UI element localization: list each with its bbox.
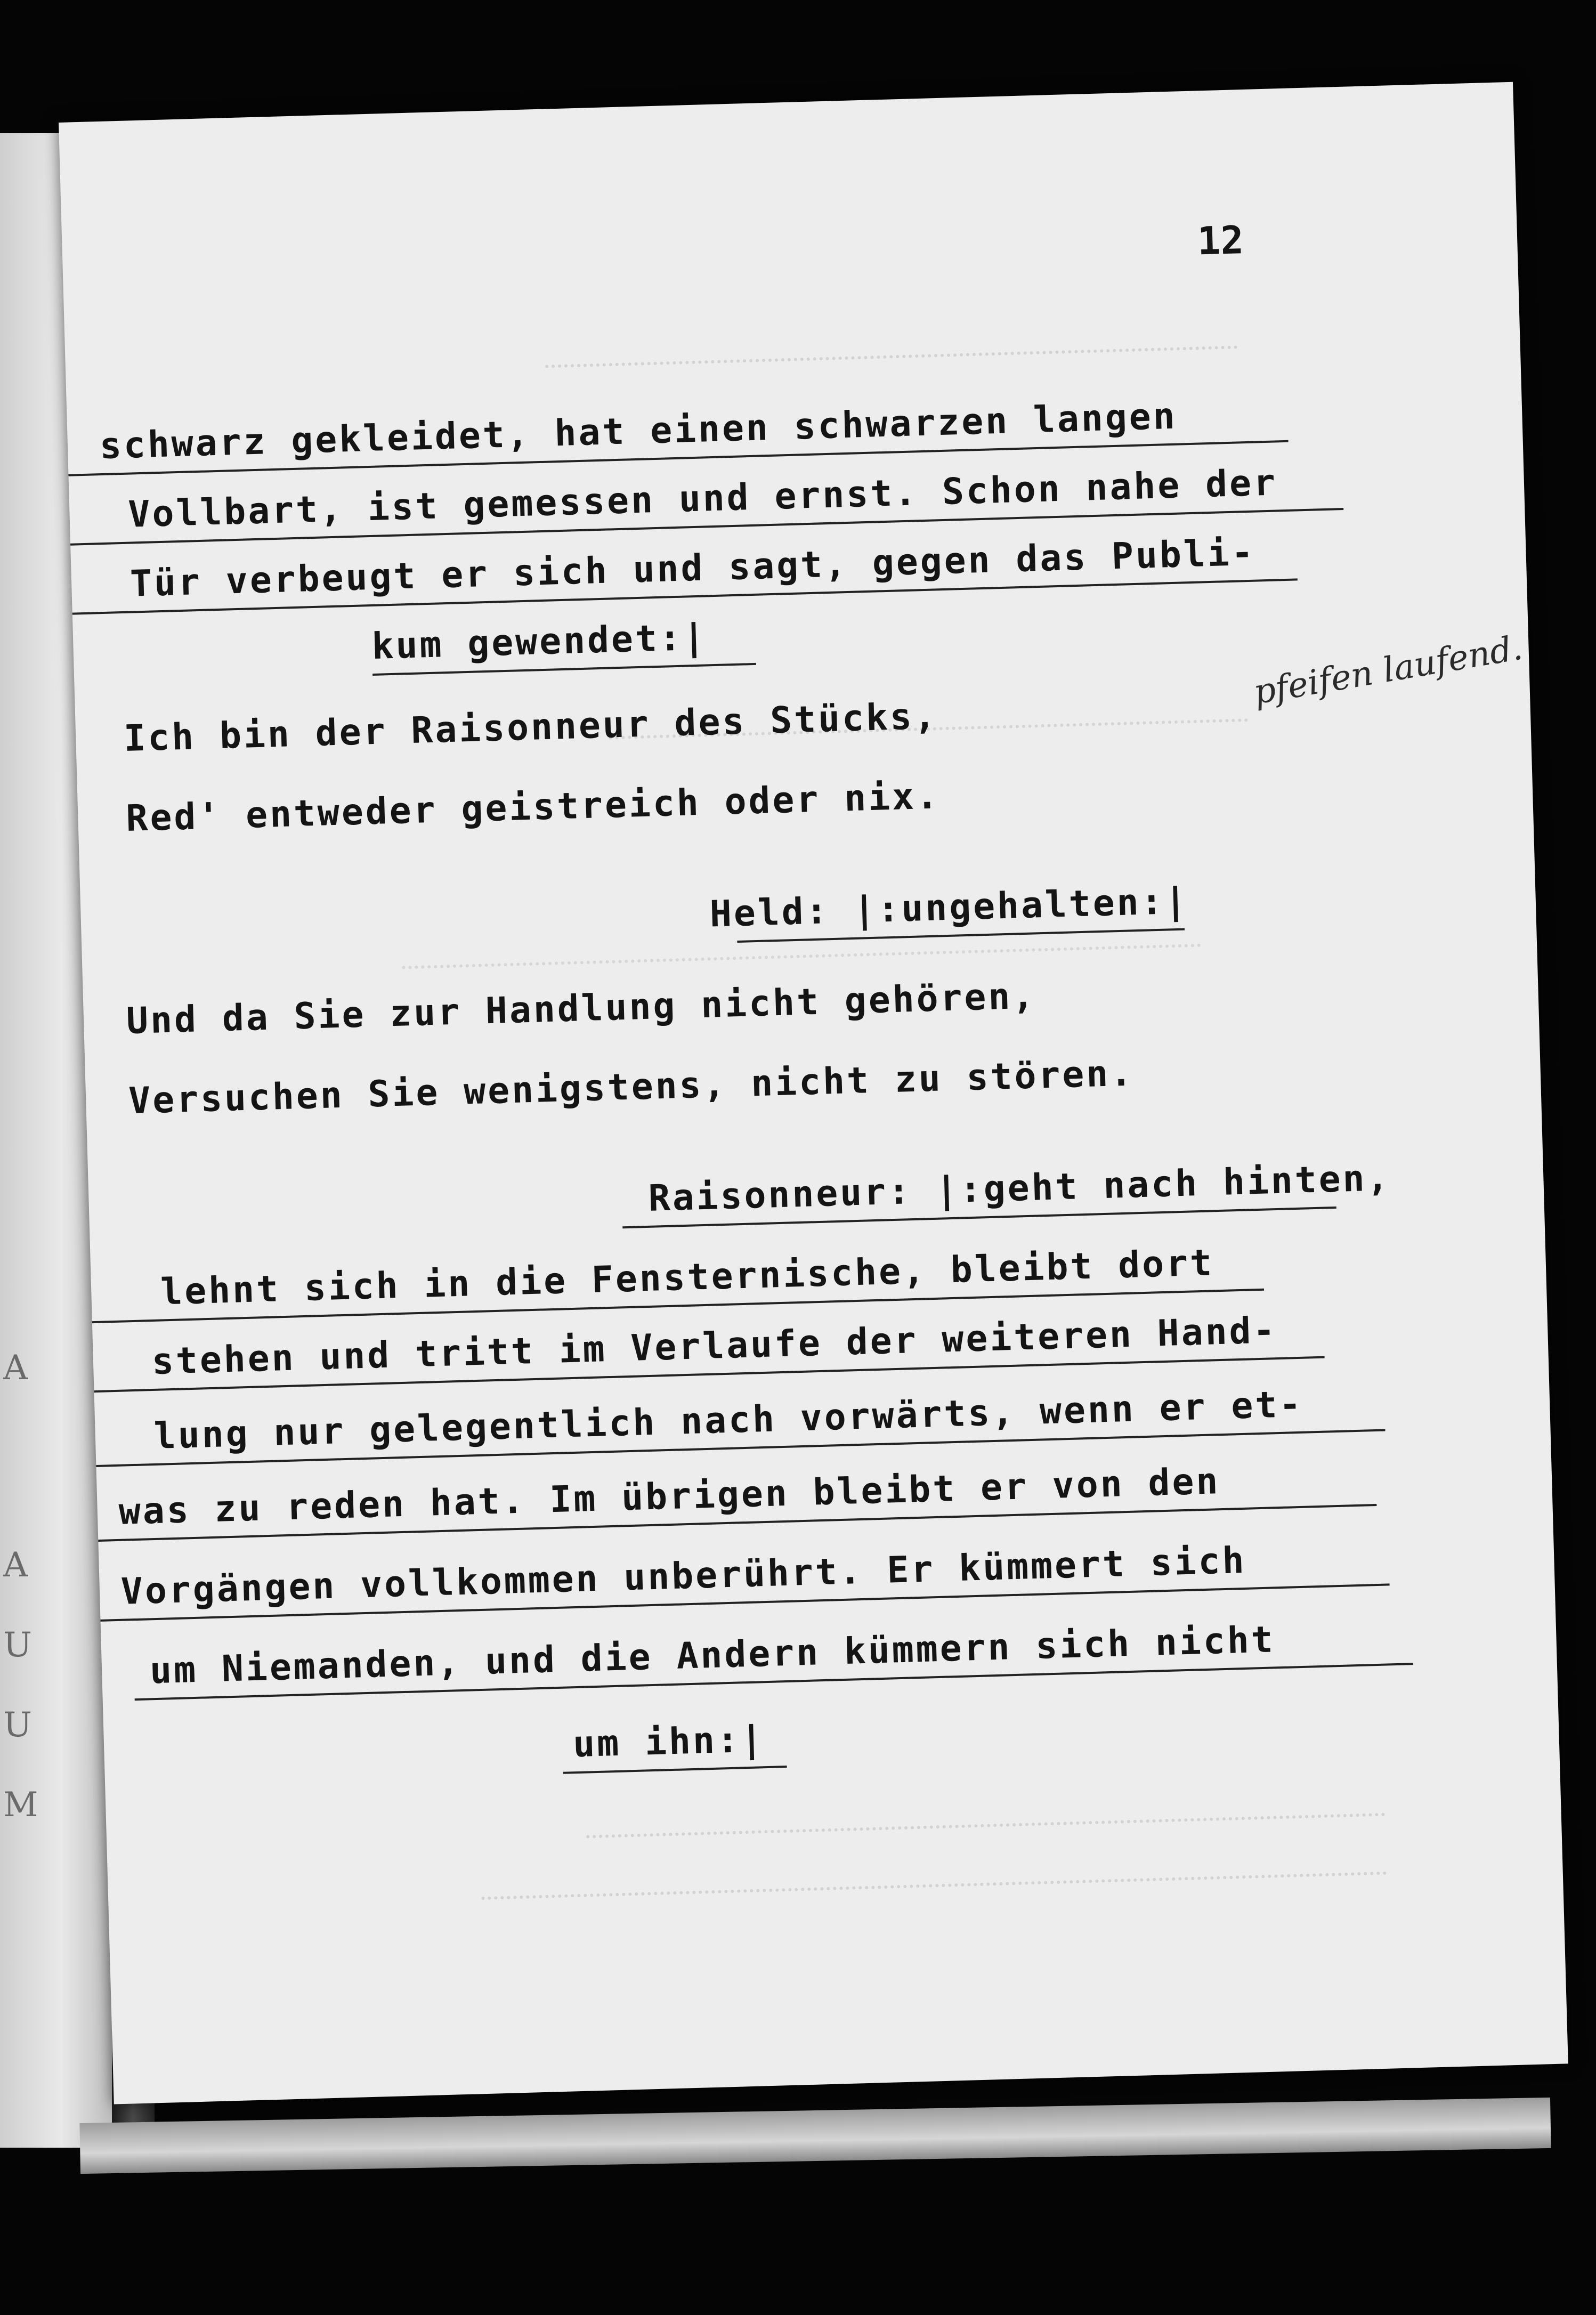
text-line: Tür verbeugt er sich und sagt, gegen das Publi- bbox=[129, 531, 1256, 605]
verse-line: Ich bin der Raisonneur des Stücks, bbox=[123, 695, 938, 760]
margin-letter: U bbox=[3, 1625, 32, 1665]
stage-direction: stehen und tritt im Verlaufe der weiteren Hand- bbox=[151, 1309, 1278, 1383]
margin-letter: U bbox=[3, 1705, 32, 1745]
verse-line: Red' entweder geistreich oder nix. bbox=[125, 775, 941, 840]
stage-direction: lung nur gelegentlich nach vorwärts, wenn er et- bbox=[153, 1383, 1304, 1458]
margin-letter: M bbox=[3, 1785, 38, 1825]
speaker-line: Raisonneur: |:geht nach hinten, bbox=[647, 1157, 1391, 1220]
stage-direction: Vorgängen vollkommen unberührt. Er kümmert sich bbox=[120, 1539, 1247, 1613]
handwritten-note: pfeifen laufend. bbox=[1251, 628, 1526, 713]
text-line: Vollbart, ist gemessen und ernst. Schon nahe der bbox=[127, 462, 1278, 536]
stage-direction: kum gewendet:| bbox=[371, 616, 708, 668]
bleed-through-mark bbox=[481, 1872, 1388, 1932]
stage-direction: um Niemanden, und die Andern kümmern sich nicht bbox=[149, 1618, 1276, 1693]
margin-letter: A bbox=[3, 1545, 28, 1585]
stage-direction: um ihn:| bbox=[572, 1718, 765, 1766]
page-number: 12 bbox=[1196, 217, 1244, 264]
stage-direction: lehnt sich in die Fensternische, bleibt dort bbox=[160, 1242, 1215, 1314]
speaker-line: Held: |:ungehalten:| bbox=[709, 880, 1189, 936]
binding-strip bbox=[79, 2098, 1551, 2174]
stage-direction: was zu reden hat. Im übrigen bleibt er von den bbox=[118, 1460, 1221, 1533]
underline bbox=[563, 1766, 787, 1774]
text-line: schwarz gekleidet, hat einen schwarzen langen bbox=[99, 395, 1178, 468]
typed-page bbox=[59, 82, 1568, 2104]
verse-line: Versuchen Sie wenigstens, nicht zu stören. bbox=[128, 1052, 1135, 1123]
verse-line: Und da Sie zur Handlung nicht gehören, bbox=[126, 975, 1037, 1043]
bleed-through-mark bbox=[545, 345, 1238, 400]
bleed-through-mark bbox=[586, 1813, 1386, 1871]
margin-letter: A bbox=[3, 1348, 28, 1388]
